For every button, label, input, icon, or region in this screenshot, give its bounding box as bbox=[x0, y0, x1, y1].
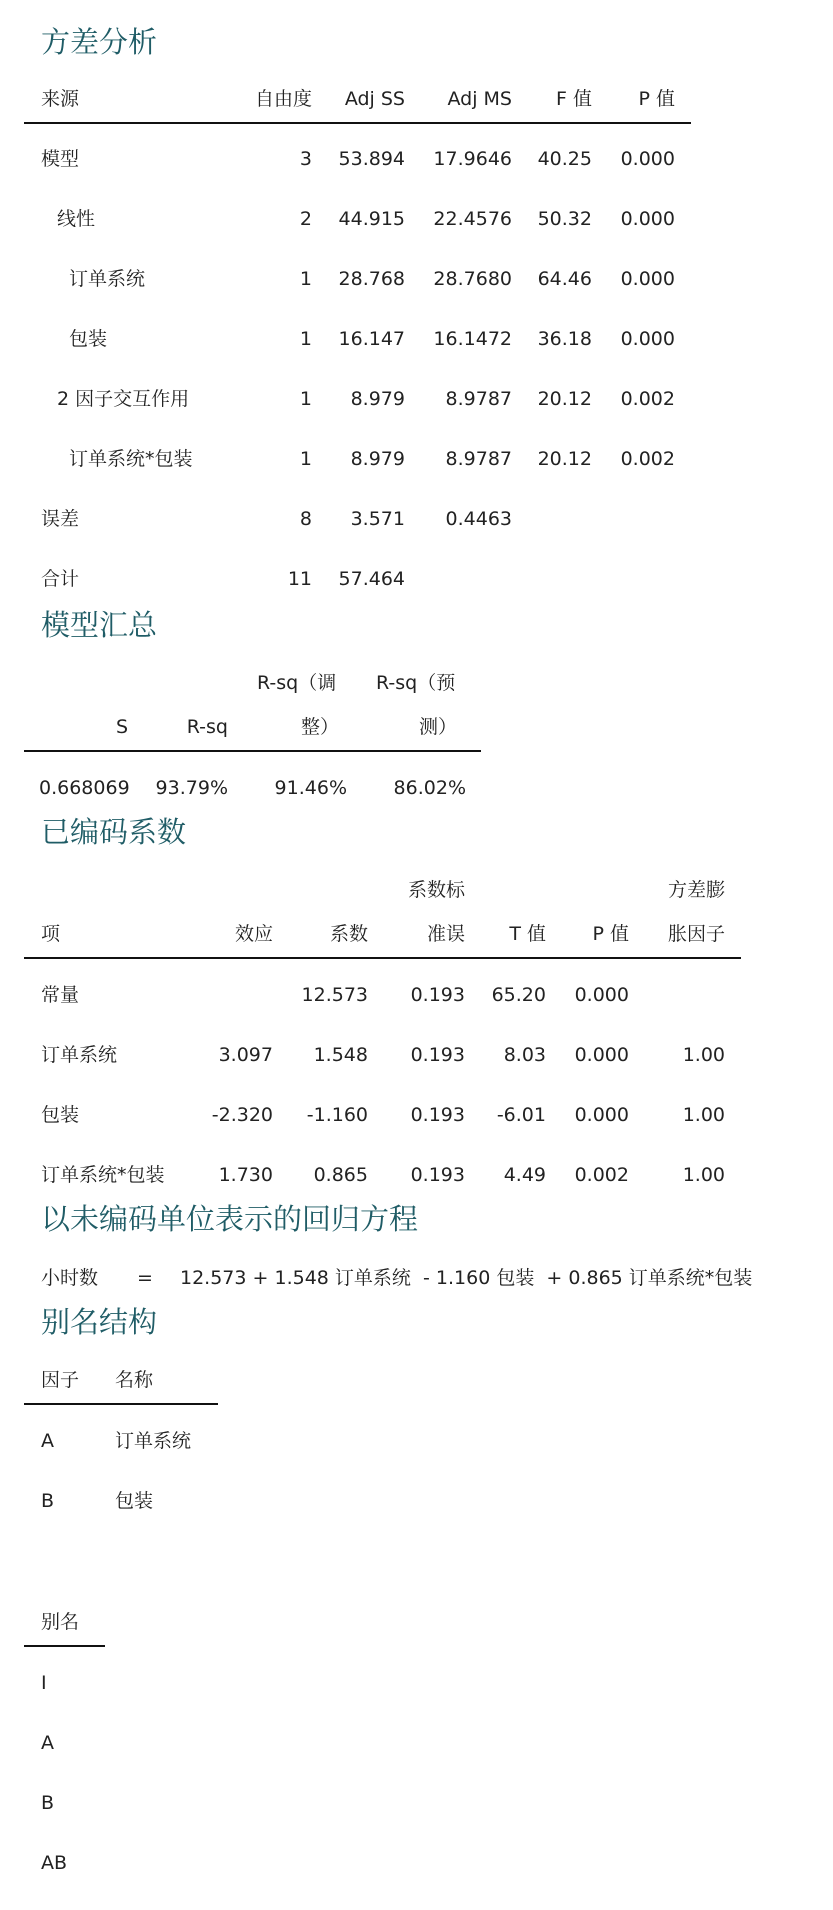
coef-vif: 1.00 bbox=[682, 1104, 725, 1126]
anova-source: 2 因子交互作用 bbox=[57, 388, 190, 410]
anova-source: 合计 bbox=[41, 568, 80, 590]
anova-source: 线性 bbox=[57, 208, 96, 230]
anova-source: 模型 bbox=[41, 148, 80, 170]
anova-adjss: 28.768 bbox=[338, 268, 405, 290]
summary-col-rsq-pred-line1: R-sq（预 bbox=[376, 672, 456, 694]
anova-col-adjms: Adj MS bbox=[447, 88, 512, 110]
coef-term: 订单系统 bbox=[41, 1044, 118, 1066]
anova-df: 1 bbox=[299, 448, 312, 470]
anova-df: 1 bbox=[299, 388, 312, 410]
coef-coef: 12.573 bbox=[301, 984, 368, 1006]
coef-p: 0.000 bbox=[574, 984, 629, 1006]
coef-col-se-line2: 准误 bbox=[426, 923, 465, 945]
coef-t: 8.03 bbox=[503, 1044, 546, 1066]
anova-p: 0.000 bbox=[620, 148, 675, 170]
anova-df: 3 bbox=[299, 148, 312, 170]
summary-rsq-adj-value: 91.46% bbox=[274, 777, 347, 799]
anova-p: 0.000 bbox=[620, 328, 675, 350]
anova-adjss: 8.979 bbox=[350, 448, 405, 470]
alias-factor: A bbox=[41, 1430, 54, 1452]
coded-coefficients-title: 已编码系数 bbox=[41, 815, 187, 849]
coef-col-se-line1: 系数标 bbox=[407, 879, 465, 901]
anova-adjms: 16.1472 bbox=[433, 328, 512, 350]
alias-col-name: 名称 bbox=[115, 1369, 154, 1391]
alias-factor: B bbox=[41, 1490, 55, 1512]
coef-col-vif-line2: 胀因子 bbox=[667, 923, 725, 945]
coef-vif: 1.00 bbox=[682, 1164, 725, 1186]
coef-col-vif-line1: 方差膨 bbox=[667, 879, 725, 901]
coef-vif: 1.00 bbox=[682, 1044, 725, 1066]
coef-t: 65.20 bbox=[491, 984, 546, 1006]
anova-adjms: 28.7680 bbox=[433, 268, 512, 290]
coef-p: 0.000 bbox=[574, 1044, 629, 1066]
anova-p: 0.002 bbox=[620, 388, 675, 410]
list-item: I bbox=[41, 1672, 47, 1694]
summary-col-rsq-adj-line1: R-sq（调 bbox=[257, 672, 337, 694]
coef-col-t: T 值 bbox=[509, 923, 546, 945]
anova-source: 订单系统 bbox=[69, 268, 146, 290]
summary-rsq-pred-value: 86.02% bbox=[393, 777, 466, 799]
coef-coef: -1.160 bbox=[306, 1104, 368, 1126]
coef-term: 订单系统*包装 bbox=[41, 1164, 165, 1186]
regression-rhs: 12.573 + 1.548 订单系统 - 1.160 包装 + 0.865 订单系统*包装 bbox=[180, 1267, 753, 1289]
anova-col-p: P 值 bbox=[638, 88, 675, 110]
coef-term: 包装 bbox=[41, 1104, 80, 1126]
anova-f: 64.46 bbox=[537, 268, 592, 290]
anova-adjms: 22.4576 bbox=[433, 208, 512, 230]
coef-col-coef: 系数 bbox=[329, 923, 368, 945]
coef-se: 0.193 bbox=[410, 1044, 465, 1066]
coef-t: 4.49 bbox=[503, 1164, 546, 1186]
anova-f: 50.32 bbox=[537, 208, 592, 230]
anova-adjss: 53.894 bbox=[338, 148, 405, 170]
anova-p: 0.000 bbox=[620, 268, 675, 290]
anova-df: 1 bbox=[299, 268, 312, 290]
list-item: AB bbox=[41, 1852, 68, 1874]
anova-adjss: 8.979 bbox=[350, 388, 405, 410]
regression-eq-sign: = bbox=[137, 1267, 153, 1289]
list-item: A bbox=[41, 1732, 54, 1754]
anova-adjms: 8.9787 bbox=[445, 448, 512, 470]
list-item: B bbox=[41, 1792, 55, 1814]
anova-df: 8 bbox=[299, 508, 312, 530]
summary-rsq-value: 93.79% bbox=[155, 777, 228, 799]
anova-adjss: 3.571 bbox=[350, 508, 405, 530]
anova-col-f: F 值 bbox=[556, 88, 592, 110]
coef-se: 0.193 bbox=[410, 1164, 465, 1186]
aliases-header-rule bbox=[24, 1645, 105, 1647]
coef-effect: -2.320 bbox=[211, 1104, 273, 1126]
coef-effect: 3.097 bbox=[218, 1044, 273, 1066]
coef-col-effect: 效应 bbox=[234, 923, 273, 945]
alias-factor-header-rule bbox=[24, 1403, 218, 1405]
anova-adjms: 0.4463 bbox=[445, 508, 512, 530]
coef-coef: 1.548 bbox=[313, 1044, 368, 1066]
model-summary-title: 模型汇总 bbox=[41, 608, 158, 642]
anova-source: 订单系统*包装 bbox=[69, 448, 193, 470]
anova-f: 40.25 bbox=[537, 148, 592, 170]
alias-factor-name: 包装 bbox=[115, 1490, 154, 1512]
anova-f: 20.12 bbox=[537, 448, 592, 470]
anova-adjss: 44.915 bbox=[338, 208, 405, 230]
coef-se: 0.193 bbox=[410, 1104, 465, 1126]
summary-col-rsq-pred-line2: 测） bbox=[419, 716, 458, 738]
anova-col-df: 自由度 bbox=[254, 88, 312, 110]
alias-col-factor: 因子 bbox=[41, 1369, 80, 1391]
anova-source: 包装 bbox=[69, 328, 108, 350]
coef-col-p: P 值 bbox=[592, 923, 629, 945]
anova-df: 1 bbox=[299, 328, 312, 350]
aliases-header: 别名 bbox=[41, 1611, 80, 1633]
coef-t: -6.01 bbox=[496, 1104, 546, 1126]
anova-source: 误差 bbox=[41, 508, 80, 530]
anova-f: 20.12 bbox=[537, 388, 592, 410]
coef-p: 0.000 bbox=[574, 1104, 629, 1126]
coef-effect: 1.730 bbox=[218, 1164, 273, 1186]
anova-df: 2 bbox=[299, 208, 312, 230]
anova-col-adjss: Adj SS bbox=[344, 88, 405, 110]
model-summary-header-rule bbox=[24, 750, 481, 752]
anova-p: 0.002 bbox=[620, 448, 675, 470]
summary-s-value: 0.668069 bbox=[39, 777, 130, 799]
anova-adjms: 17.9646 bbox=[433, 148, 512, 170]
anova-adjss: 16.147 bbox=[338, 328, 405, 350]
summary-col-rsq: R-sq bbox=[186, 716, 228, 738]
anova-col-source: 来源 bbox=[41, 88, 80, 110]
anova-header-rule bbox=[24, 122, 691, 124]
regression-lhs: 小时数 bbox=[41, 1267, 99, 1289]
alias-structure-title: 别名结构 bbox=[41, 1305, 158, 1339]
coef-p: 0.002 bbox=[574, 1164, 629, 1186]
summary-col-s: S bbox=[115, 716, 128, 738]
coef-se: 0.193 bbox=[410, 984, 465, 1006]
anova-adjss: 57.464 bbox=[338, 568, 405, 590]
anova-df: 11 bbox=[287, 568, 312, 590]
summary-col-rsq-adj-line2: 整） bbox=[301, 716, 340, 738]
alias-factor-name: 订单系统 bbox=[115, 1430, 192, 1452]
regression-title: 以未编码单位表示的回归方程 bbox=[41, 1202, 419, 1236]
coef-term: 常量 bbox=[41, 984, 80, 1006]
anova-p: 0.000 bbox=[620, 208, 675, 230]
coef-col-term: 项 bbox=[41, 923, 61, 945]
coef-header-rule bbox=[24, 957, 741, 959]
anova-title: 方差分析 bbox=[41, 25, 158, 59]
anova-adjms: 8.9787 bbox=[445, 388, 512, 410]
coef-coef: 0.865 bbox=[313, 1164, 368, 1186]
anova-f: 36.18 bbox=[537, 328, 592, 350]
